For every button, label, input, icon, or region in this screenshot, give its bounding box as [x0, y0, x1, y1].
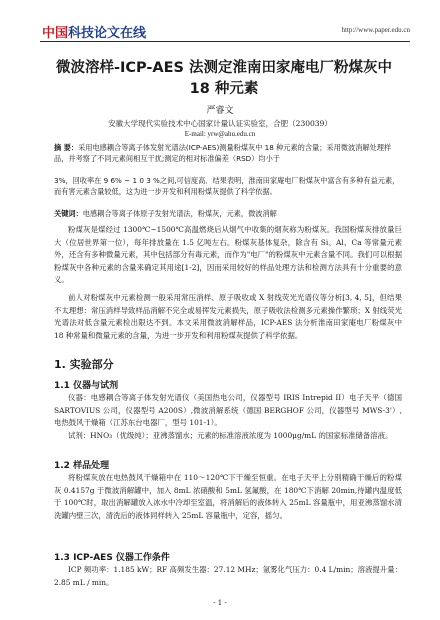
abstract-block — [54, 142, 402, 164]
page-number: - 1 - — [213, 599, 227, 607]
site-logo[interactable] — [42, 22, 146, 41]
logo-cn: 中国 — [42, 26, 69, 41]
section-1-2-paragraph: 将粉煤灰放在电热鼓风干燥箱中在 110～120℃下干燥至恒重。在电子天平上分别精确干燥后的粉煤灰 0.4157g 于微波消解罐中，加入 8mL 浓硝酸和 5mL 氢氟酸，在 180℃下消解 20min,待罐内温度低于 100℃时，取出消解罐放入冰水中冷却至室温，将消解后的液体转入 25mL 容量瓶中，用亚沸蒸馏水清洗罐内壁三次，清洗后的液体同样转入 25mL 容量瓶中，定容，摇匀。 — [54, 473, 402, 520]
page-header — [0, 0, 440, 46]
site-url[interactable]: http://www.paper.edu.cn — [341, 26, 410, 34]
section-1-1-paragraph-2: 试剂：HNO₃（优级纯）；亚沸蒸馏水；元素的标准溶液浓度为 1000μg/mL 的国家标准储备溶液。 — [68, 431, 393, 440]
intro-paragraph-2: 前人对粉煤灰中元素检测一般采用常压消样、原子吸收或 X 射线荧光光谱仪等分析[3, 4, 5]，但结果不太理想：常压消样导致样品消解不完全或易挥发元素损失，原子吸收法检测多元素操作繁琐；X 射线荧光光谱法对低含量元素检出限达不到。本文采用微波消解样品，ICP-AES 法分析淮南田家庵电厂粉煤灰中 18 种常量和微量元素的含量，为进一步开发和利用粉煤灰提供了科学依据。 — [54, 293, 402, 340]
logo-rest: 科技论文在线 — [68, 26, 147, 41]
keywords-text: 电感耦合等离子体原子发射光谱法，粉煤灰，元素，微波消解 — [82, 209, 277, 218]
section-1-3-title: 1.3 ICP-AES 仪器工作条件 — [54, 553, 170, 563]
abstract-block-2 — [54, 175, 402, 197]
section-1-2-title: 1.2 样品处理 — [54, 461, 110, 471]
abstract-text: 采用电感耦合等离子体发射光谱法(ICP-AES)测量粉煤灰中 18 种元素的含量；采用微波消解处理样品，并考察了不同元素间相互干扰;测定的相对标准偏差（RSD）均小于 — [54, 143, 392, 163]
paper-title: 微波溶样-ICP-AES 法测定淮南田家庵电厂粉煤灰中 18 种元素 — [55, 60, 393, 97]
author-affiliation: 安徽大学现代实验技术中心国家计量认证实验室，合肥（230039） — [108, 119, 332, 128]
abstract-text-2: 3%，回收率在 9 6% ~ 1 0 3 %之间,可信度高．结果表明，淮南田家庵电厂粉煤灰中富含有多种有益元素，而有害元素含量较低，这为进一步开发和利用粉煤灰提供了科学依据。 — [54, 176, 400, 196]
header-divider — [40, 41, 410, 42]
author-email[interactable]: E-mail: yrw@ahu.edu.cn — [184, 130, 256, 138]
author-name: 严睿文 — [206, 106, 234, 116]
section-1-1-title: 1.1 仪器与试剂 — [54, 381, 119, 391]
abstract-label: 摘 要： — [54, 143, 79, 152]
keywords-block — [54, 208, 402, 219]
section-1-1-paragraph-1: 仪器：电感耦合等离子体发射光谱仪（美国热电公司，仪器型号 IRIS Intrepid II）电子天平（德国 SARTOVIUS 公司，仪器型号 A200S）,微波消解系统（德国 BERGHOF 公司，仪器型号 MWS-3'）,电热鼓风干燥箱（江苏东台电器厂，型号 101-1）。 — [54, 393, 402, 427]
section-1-title: 1. 实验部分 — [54, 358, 114, 371]
section-1-3-paragraph: ICP 频功率：1.185 kW；RF 高频发生器：27.12 MHz；氩雾化气压力：0.4 L/min；溶液提升量：2.85 mL / min。 — [54, 565, 402, 587]
keywords-label: 关键词： — [54, 209, 83, 218]
intro-paragraph-1: 粉煤灰是煤经过 1300℃~1500℃高温燃烧后从烟气中收集的烟灰称为粉煤灰。我国粉煤灰排放量巨大（位居世界第一位），每年排放量在 1.5 亿吨左右。粉煤灰基体复杂，除含有 Si、Al、Ca 等常量元素外，还含有多种微量元素，其中包括部分有毒元素，而作为"电厂"的粉煤灰中元素含量不同。我们可以根据粉煤灰中各种元素的含量来确定其用途[1-2]，因而采用较好的样品处理方法和检测方法具有十分重要的意义。 — [54, 225, 402, 284]
